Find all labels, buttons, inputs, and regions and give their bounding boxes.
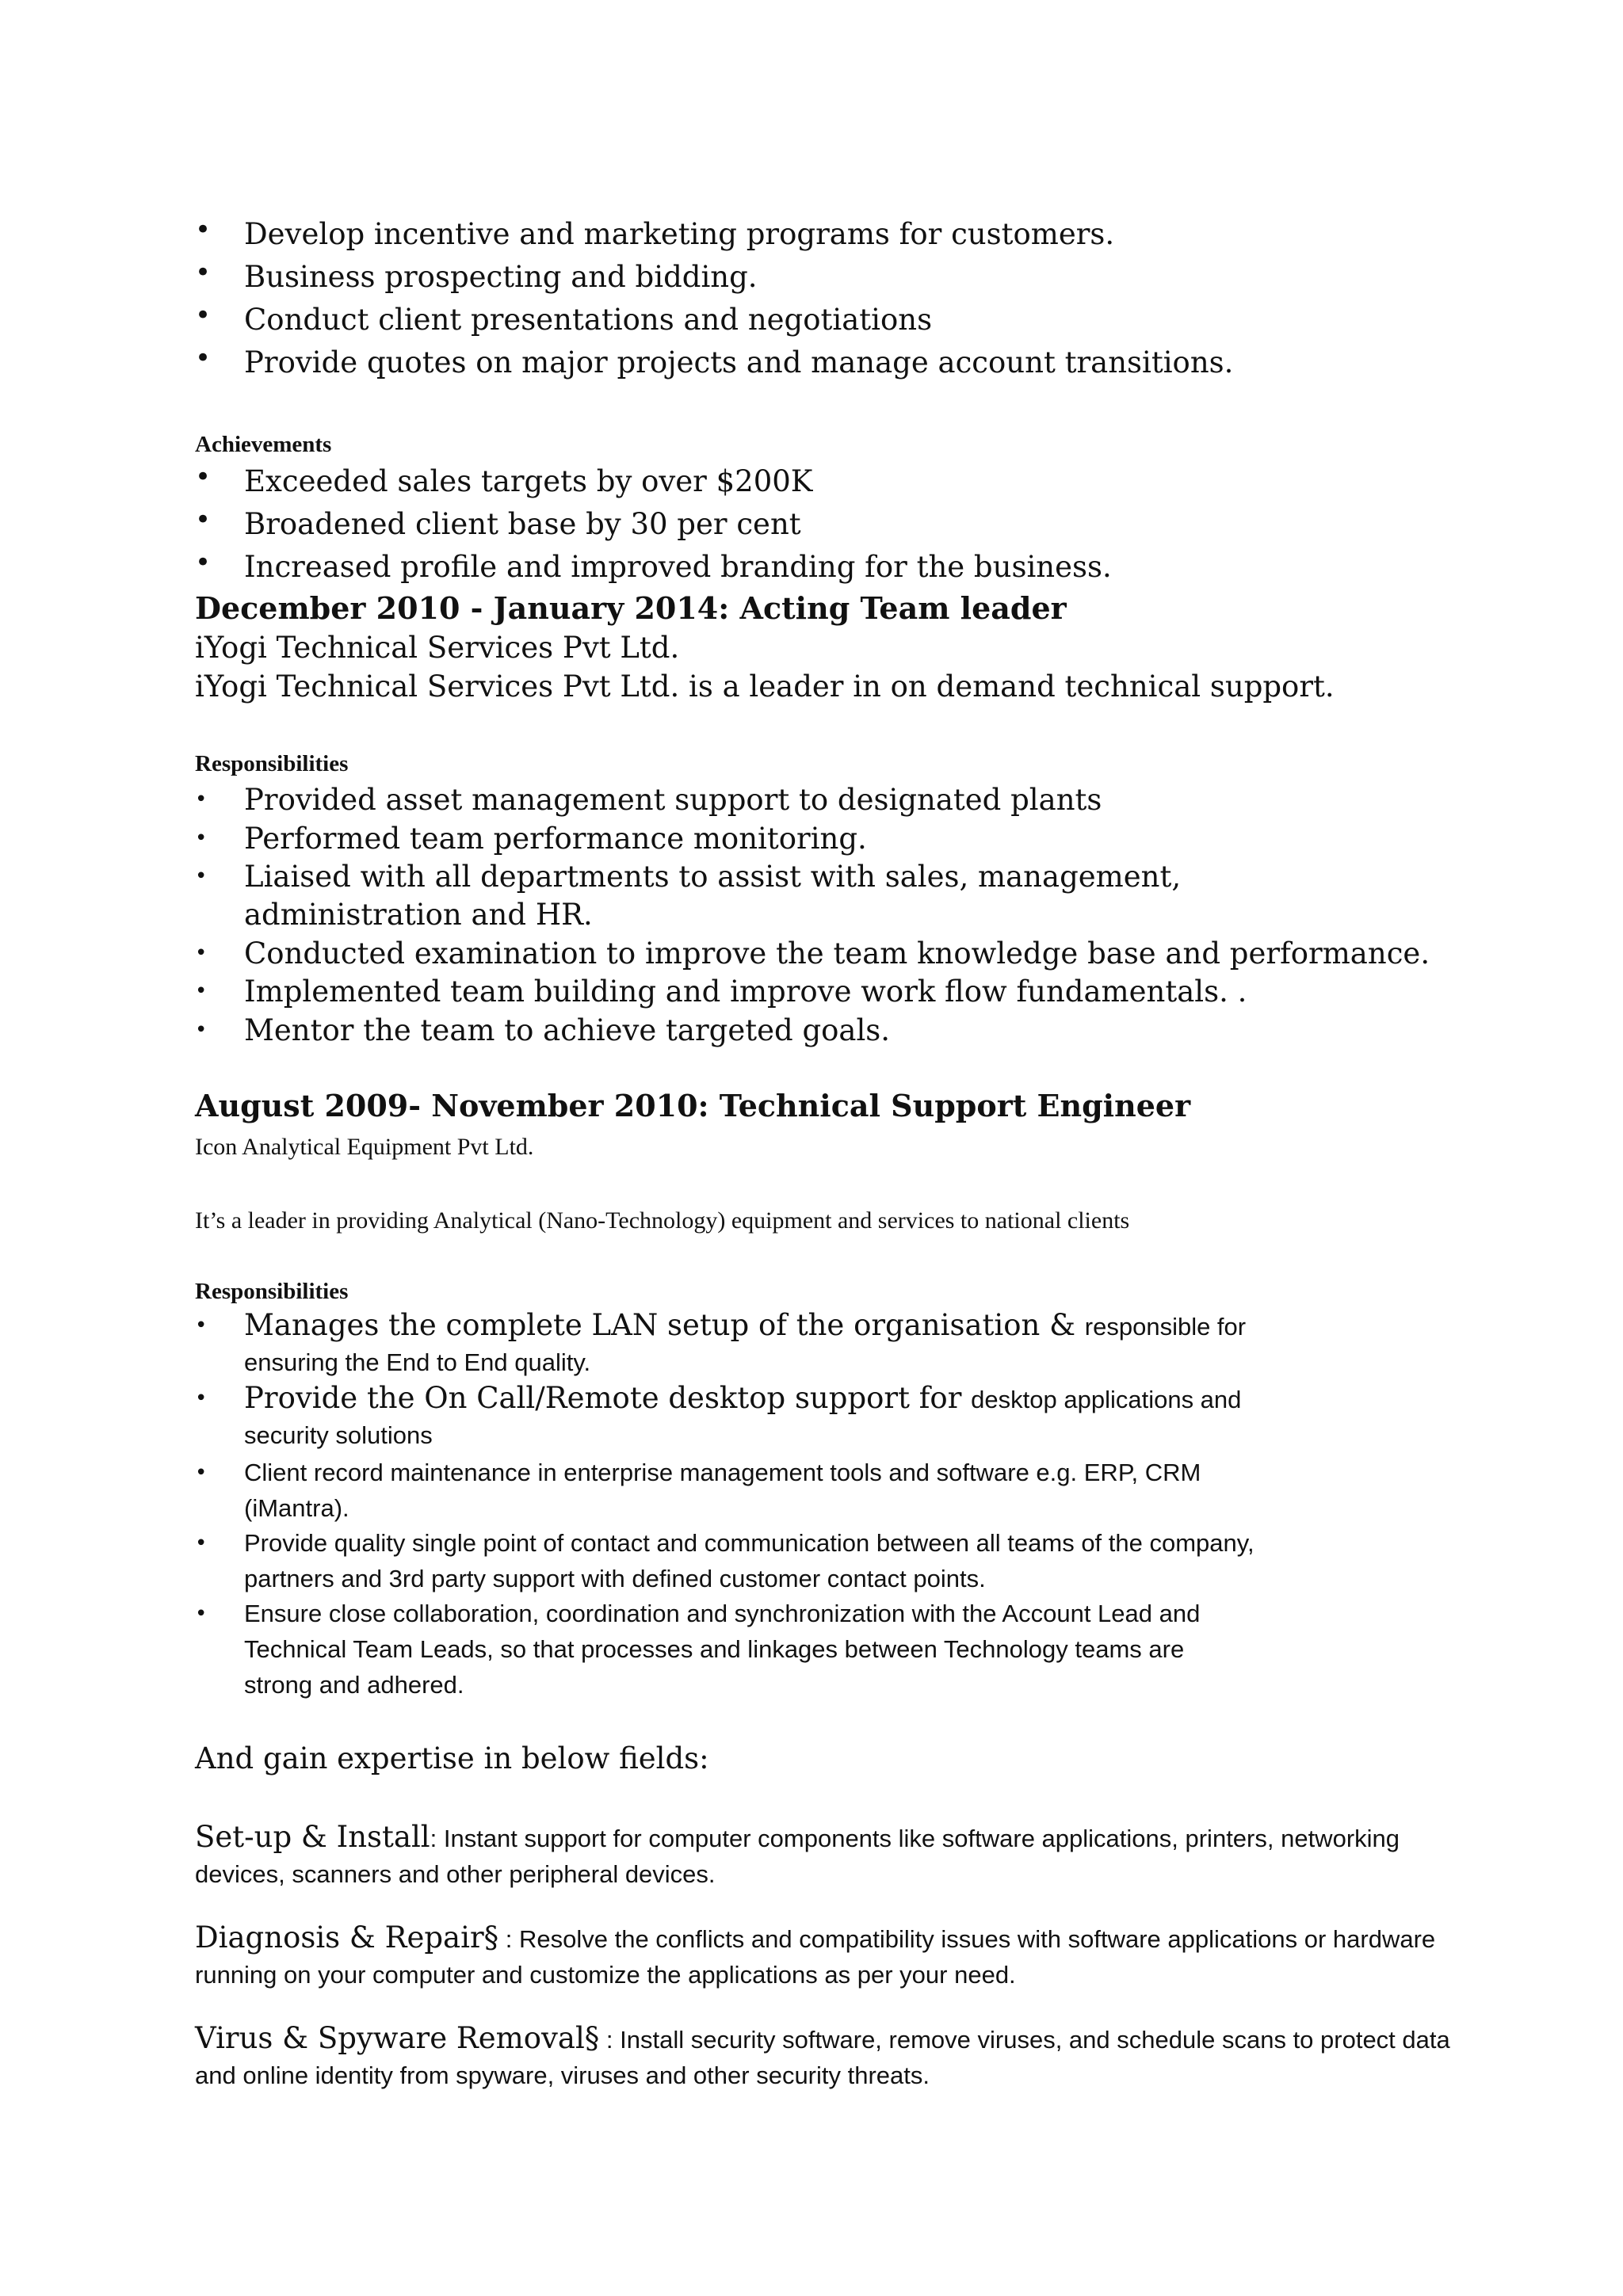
list-item-text: Client record maintenance in enterprise management tools and software e.g. ERP, CRM (iMantra). bbox=[244, 1459, 1201, 1522]
list-item-lead: Manages the complete LAN setup of the organisation & bbox=[244, 1308, 1085, 1342]
company-name: iYogi Technical Services Pvt Ltd. bbox=[195, 631, 680, 665]
bullet-icon: • bbox=[195, 1018, 208, 1042]
job-heading: December 2010 - January 2014: Acting Team leader bbox=[195, 590, 1067, 626]
list-item-text: Performed team performance monitoring. bbox=[244, 822, 867, 856]
list-item-text: Conduct client presentations and negotiations bbox=[244, 303, 933, 337]
company-name: Icon Analytical Equipment Pvt Ltd. bbox=[195, 1134, 534, 1160]
bullet-icon: • bbox=[195, 299, 212, 331]
list-item-text: Exceeded sales targets by over $200K bbox=[244, 464, 813, 498]
list-item-text: Mentor the team to achieve targeted goals. bbox=[244, 1013, 891, 1047]
list-item-text: Liaised with all departments to assist with sales, management, administration and HR. bbox=[244, 860, 1182, 932]
list-item-text: Provide quality single point of contact and communication between all teams of the company, partners and 3rd party support with defined customer contact points. bbox=[244, 1529, 1254, 1592]
responsibilities-label: Responsibilities bbox=[195, 751, 349, 776]
expertise-title: Virus & Spyware Removal§ bbox=[195, 2021, 600, 2055]
list-item-text: Conducted examination to improve the team knowledge base and performance. bbox=[244, 936, 1430, 971]
bullet-icon: • bbox=[195, 1314, 208, 1337]
expertise-title: Set-up & Install bbox=[195, 1820, 430, 1854]
bullet-icon: • bbox=[195, 214, 212, 246]
bullet-icon: • bbox=[195, 257, 212, 288]
expertise-text: : Install security software, remove viruses, and schedule scans to protect data and online identity from spyware, viruses and other security threats. bbox=[195, 2026, 1450, 2089]
expertise-title: Diagnosis & Repair§ bbox=[195, 1920, 499, 1955]
expertise-text: : Instant support for computer components like software applications, printers, networking devices, scanners and other peripheral devices. bbox=[195, 1825, 1400, 1888]
expertise-text: : Resolve the conflicts and compatibility issues with software applications or hardware running on your computer and customize the applications as per your need. bbox=[195, 1925, 1436, 1989]
list-item-text: Ensure close collaboration, coordination and synchronization with the Account Lead and Technical Team Leads, so that processes and linkages between Technology teams are strong and adhered. bbox=[244, 1600, 1201, 1699]
job-heading: August 2009- November 2010: Technical Support Engineer bbox=[195, 1088, 1191, 1123]
bullet-icon: • bbox=[195, 1386, 208, 1410]
list-item-text: Implemented team building and improve work flow fundamentals. . bbox=[244, 974, 1247, 1009]
expertise-diagnosis bbox=[195, 1920, 1465, 1993]
expertise-virus bbox=[195, 2020, 1465, 2093]
bullet-icon: • bbox=[195, 941, 208, 965]
list-item-text bbox=[244, 1307, 1274, 1380]
bullet-icon: • bbox=[195, 979, 208, 1003]
responsibilities-label: Responsibilities bbox=[195, 1279, 349, 1304]
list-item-rest: desktop applications and security solutions bbox=[244, 1386, 1242, 1449]
list-item-rest: responsible for ensuring the End to End quality. bbox=[244, 1313, 1247, 1376]
bullet-icon: • bbox=[195, 864, 208, 888]
list-item-text bbox=[244, 1380, 1274, 1453]
list-item-text: Broadened client base by 30 per cent bbox=[244, 507, 801, 541]
expertise-setup bbox=[195, 1819, 1465, 1892]
company-description: It’s a leader in providing Analytical (Nano-Technology) equipment and services to national clients bbox=[195, 1207, 1130, 1234]
bullet-icon: • bbox=[195, 1461, 208, 1485]
bullet-icon: • bbox=[195, 788, 208, 811]
company-description: iYogi Technical Services Pvt Ltd. is a leader in on demand technical support. bbox=[195, 669, 1335, 704]
bullet-icon: • bbox=[195, 461, 212, 493]
list-item-text: Develop incentive and marketing programs for customers. bbox=[244, 217, 1115, 251]
bullet-icon: • bbox=[195, 504, 212, 536]
expertise-intro: And gain expertise in below fields: bbox=[195, 1741, 709, 1775]
list-item-text: Business prospecting and bidding. bbox=[244, 260, 758, 294]
bullet-icon: • bbox=[195, 1531, 208, 1555]
bullet-icon: • bbox=[195, 547, 212, 578]
bullet-icon: • bbox=[195, 342, 212, 374]
achievements-label: Achievements bbox=[195, 432, 332, 457]
list-item-text: Increased profile and improved branding for the business. bbox=[244, 550, 1112, 584]
list-item-lead: Provide the On Call/Remote desktop support for bbox=[244, 1381, 972, 1415]
bullet-icon: • bbox=[195, 1602, 208, 1626]
list-item-text: Provide quotes on major projects and manage account transitions. bbox=[244, 345, 1234, 379]
bullet-icon: • bbox=[195, 826, 208, 850]
list-item-text: Provided asset management support to designated plants bbox=[244, 783, 1102, 817]
